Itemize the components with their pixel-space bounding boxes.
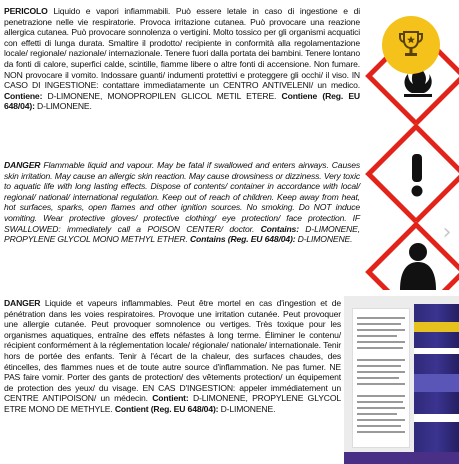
- label-text-english: [4, 160, 360, 245]
- contents-label-it: Contiene:: [4, 90, 43, 101]
- trophy-icon: [397, 30, 425, 60]
- hazard-word-it: PERICOLO: [4, 6, 48, 16]
- contents-label-en: Contains:: [260, 223, 299, 234]
- contents-reg-label-fr: Contient (Reg. EU 648/04):: [114, 403, 219, 414]
- label-text-french: [4, 298, 341, 415]
- product-thumbnail[interactable]: [344, 296, 459, 464]
- gallery-next-button[interactable]: [436, 212, 458, 252]
- thumbnail-product-can: [414, 304, 459, 454]
- thumbnail-label-sheet: [352, 308, 410, 448]
- contents-reg-label-it: Contiene (Reg. EU 648/04):: [4, 90, 360, 112]
- hazard-word-en: DANGER: [4, 160, 41, 170]
- hazard-statement-it: Liquido e vapori infiammabili. Può essere letale in caso di ingestione e di penetrazione nelle vie respiratorie. Provoca irritazione cutanea. Può provocare una reazione allergica cutanea. Può provocare sonnolenza o vertigini. Molto tossico per gli organismi acquatici con effetti di lunga durata. Smaltire il prodotto/ recipiente in conformità alla regolamentazione locale/ regionale/ nazionale/ internazionale. Tenere fuori dalla portata dei bambini. Tenere lontano da fonti di calore, superfici calde, scintille, fiamme libere o altre fonti di accensione. Non fumare. NON provocare il vomito. Indossare guanti/ indumenti protettivi e proteggere gli occhi/ il viso. IN CASO DI INGESTIONE: contattare immediatamente un CENTRO ANTIVELENI/ un medico.: [4, 6, 360, 91]
- award-badge[interactable]: [382, 16, 440, 74]
- exclamation-icon: [392, 150, 442, 204]
- contents-reg-value-en: D-LIMONENE.: [295, 234, 353, 245]
- contents-reg-value-fr: D-LIMONENE.: [218, 403, 276, 414]
- contents-reg-label-en: Contains (Reg. EU 648/04):: [189, 234, 296, 245]
- label-text-italian: [4, 6, 360, 112]
- contents-value-it: D-LIMONENE, MONOPROPILEN GLICOL METIL ETERE.: [42, 90, 282, 101]
- contents-value-en: D-LIMONENE, PROPYLENE GLYCOL MONO METHYL ETHER.: [4, 223, 360, 245]
- hazard-statement-en: Flammable liquid and vapour. May be fatal if swallowed and enters airways. Causes skin irritation. May cause an allergic skin reaction. May cause drowsiness or dizziness. Very toxic to aquatic life with long lasting effects. Dispose of contents/ container in accordance with local/ regional/ national/ international regulation. Keep out of reach of children. Keep away from heat, hot surfaces, sparks, open flames and other ignition sources. No smoking. Do NOT induce vomiting. Wear protective gloves/ protective clothing/ eye protection/ face protection. IF SWALLOWED: immediately call a POISON CENTER/ doctor.: [4, 160, 360, 234]
- health-hazard-icon: [396, 240, 440, 290]
- contents-reg-value-it: D-LIMONENE.: [34, 101, 92, 112]
- chevron-right-icon: ›: [442, 219, 452, 245]
- contents-value-fr: D-LIMONENE, PROPYLENE GLYCOL ETRE MONO DE METHYLE.: [4, 393, 342, 414]
- hazard-word-fr: DANGER: [4, 298, 41, 308]
- thumbnail-base: [344, 452, 459, 464]
- contents-label-fr: Contient:: [152, 393, 189, 404]
- hazard-statement-fr: Liquide et vapeurs inflammables. Peut être mortel en cas d'ingestion et de pénétration dans les voies respiratoires. Provoque une irritation cutanée. Peut provoquer une allergie cutanée. Peut provoquer somnolence ou vertiges. Très toxique pour les organismes aquatiques, entraîne des effets néfastes à long terme. Éliminer le contenu/ récipient conformément à la réglementation locale/ régionale/ nationale/ internationale. Tenir hors de portée des enfants. Tenir à l'écart de la chaleur, des surfaces chaudes, des étincelles, des flammes nues et de toute autre source d'inflammation. Ne pas fumer. NE PAS faire vomir. Porter des gants de protection/ des vêtements protection/ un équipement de protection des yeux/ du visage. EN CAS D'INGESTION: appeler immédiatement un CENTRE ANTIPOISON/ un médecin.: [4, 298, 341, 404]
